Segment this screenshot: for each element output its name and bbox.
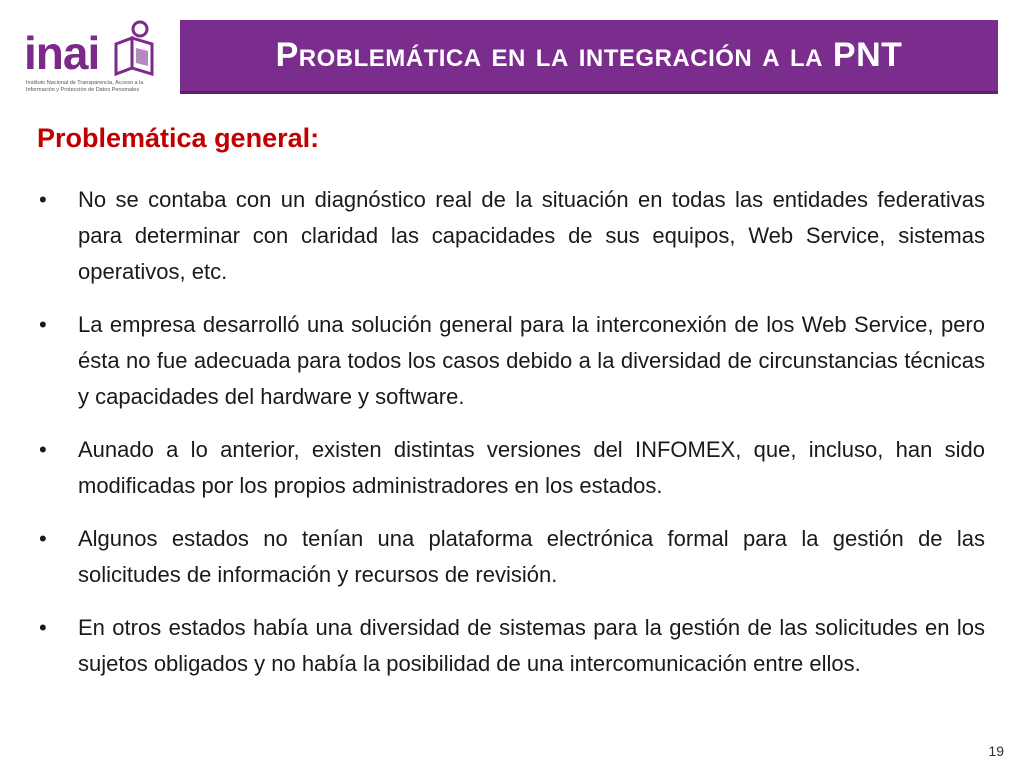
logo-caption: Instituto Nacional de Transparencia, Acceso a la Información y Protección de Datos Personales <box>26 80 144 93</box>
bullet-item <box>37 307 985 415</box>
bullet-item <box>37 182 985 290</box>
bullet-text: Aunado a lo anterior, existen distintas versiones del INFOMEX, que, incluso, han sido modificadas por los propios administradores en los estados. <box>78 437 985 498</box>
bullet-text: Algunos estados no tenían una plataforma electrónica formal para la gestión de las solicitudes de información y recursos de revisión. <box>78 526 985 587</box>
section-subtitle: Problemática general: <box>37 123 320 153</box>
bullet-item <box>37 432 985 504</box>
inai-logo <box>12 14 172 96</box>
bullet-list <box>37 182 985 699</box>
bullet-text: La empresa desarrolló una solución general para la interconexión de los Web Service, pero ésta no fue adecuada para todos los casos debido a la diversidad de circunstancias técnicas y capacidades del hardware y software. <box>78 312 985 409</box>
bullet-dot-icon: • <box>39 437 47 462</box>
bullet-dot-icon: • <box>39 312 47 337</box>
bullet-dot-icon: • <box>39 526 47 551</box>
bullet-text: En otros estados había una diversidad de sistemas para la gestión de las solicitudes en los sujetos obligados y no había la posibilidad de una intercomunicación entre ellos. <box>78 615 985 676</box>
logo-wordmark: inai <box>24 27 100 79</box>
bullet-item <box>37 610 985 682</box>
slide-title: Problemática en la integración a la PNT <box>275 36 903 74</box>
title-bar <box>180 20 998 94</box>
page-number: 19 <box>988 743 1004 759</box>
bullet-item <box>37 521 985 593</box>
bullet-dot-icon: • <box>39 187 47 212</box>
bullet-text: No se contaba con un diagnóstico real de la situación en todas las entidades federativas para determinar con claridad las capacidades de sus equipos, Web Service, sistemas operativos, etc. <box>78 187 985 284</box>
logo-figure-icon <box>110 20 158 78</box>
bullet-dot-icon: • <box>39 615 47 640</box>
